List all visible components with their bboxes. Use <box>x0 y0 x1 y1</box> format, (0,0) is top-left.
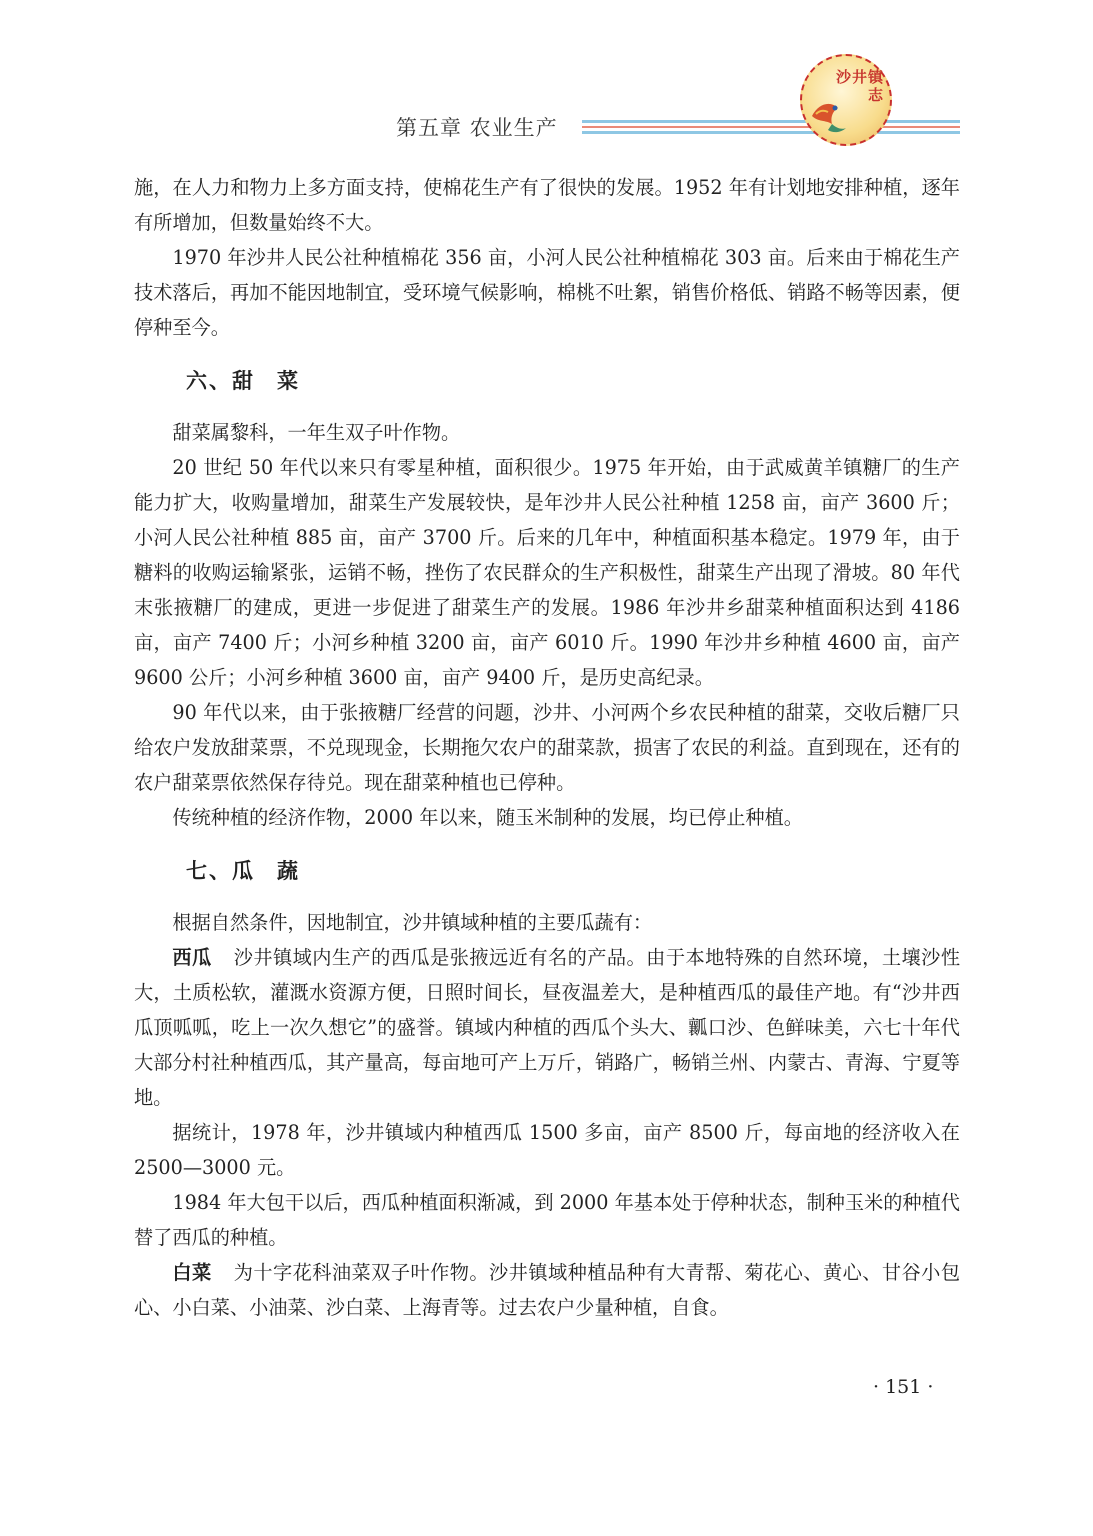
section-heading-melons-vegetables: 七、瓜 蔬 <box>186 859 300 883</box>
paragraph: 1970 年沙井人民公社种植棉花 356 亩，小河人民公社种植棉花 303 亩。后来由于棉花生产技术落后，再加不能因地制宜，受环境气候影响，棉桃不吐絮，销售价格低、销路不畅等因素，便停种至今。 <box>134 246 960 339</box>
chapter-title: 第五章 农业生产 <box>396 116 558 140</box>
paragraph: 根据自然条件，因地制宜，沙井镇域种植的主要瓜蔬有： <box>172 911 653 934</box>
term-watermelon: 西瓜 <box>172 946 212 969</box>
paragraph: 甜菜属黎科，一年生双子叶作物。 <box>172 421 461 444</box>
paragraph: 90 年代以来，由于张掖糖厂经营的问题，沙井、小河两个乡农民种植的甜菜，交收后糖厂只给农户发放甜菜票，不兑现现金，长期拖欠农户的甜菜款，损害了农民的利益。直到现在，还有的农户甜菜票依然保存待兑。现在甜菜种植也已停种。 <box>134 701 960 794</box>
section-heading-sugar-beet: 六、甜 菜 <box>186 369 300 393</box>
header-rule <box>582 120 960 123</box>
paragraph: 传统种植的经济作物，2000 年以来，随玉米制种的发展，均已停止种植。 <box>172 806 803 829</box>
paragraph: 20 世纪 50 年代以来只有零星种植，面积很少。1975 年开始，由于武威黄羊镇糖厂的生产能力扩大，收购量增加，甜菜生产发展较快，是年沙井人民公社种植 1258 亩，亩产 3600 斤；小河人民公社种植 885 亩，亩产 3700 斤。后来的几年中，种植面积基本稳定。1979 年，由于糖料的收购运输紧张，运销不畅，挫伤了农民群众的生产积极性，甜菜生产出现了滑坡。80 年代末张掖糖厂的建成，更进一步促进了甜菜生产的发展。1986 年沙井乡甜菜种植面积达到 4186 亩，亩产 7400 斤；小河乡种植 3200 亩，亩产 6010 斤。1990 年沙井乡种植 4600 亩，亩产 9600 公斤；小河乡种植 3600 亩，亩产 9400 斤，是历史高纪录。 <box>134 456 960 689</box>
gazetteer-seal-logo <box>800 54 892 146</box>
seal-text: 沙井镇志 <box>835 68 884 104</box>
paragraph: 施，在人力和物力上多方面支持，使棉花生产有了很快的发展。1952 年有计划地安排种植，逐年有所增加，但数量始终不大。 <box>134 176 960 234</box>
page-header <box>0 0 1093 150</box>
term-cabbage: 白菜 <box>172 1261 212 1284</box>
paragraph-watermelon: 西瓜 沙井镇域内生产的西瓜是张掖远近有名的产品。由于本地特殊的自然环境，土壤沙性大，土质松软，灌溉水资源方便，日照时间长，昼夜温差大，是种植西瓜的最佳产地。有“沙井西瓜顶呱呱，吃上一次久想它”的盛誉。镇域内种植的西瓜个头大、瓤口沙、色鲜味美，六七十年代大部分村社种植西瓜，其产量高，每亩地可产上万斤，销路广，畅销兰州、内蒙古、青海、宁夏等地。 <box>134 946 961 1109</box>
paragraph: 1984 年大包干以后，西瓜种植面积渐减，到 2000 年基本处于停种状态，制种玉米的种植代替了西瓜的种植。 <box>134 1191 960 1249</box>
paragraph-cabbage: 白菜 为十字花科油菜双子叶作物。沙井镇域种植品种有大青帮、菊花心、黄心、甘谷小包心、小白菜、小油菜、沙白菜、上海青等。过去农户少量种植，自食。 <box>134 1261 961 1319</box>
page-number: · 151 · <box>873 1376 934 1398</box>
header-rule <box>582 131 960 134</box>
header-rule <box>582 126 960 128</box>
page-body <box>134 170 960 1325</box>
paragraph: 据统计，1978 年，沙井镇域内种植西瓜 1500 多亩，亩产 8500 斤，每亩地的经济收入在 2500—3000 元。 <box>134 1121 960 1179</box>
